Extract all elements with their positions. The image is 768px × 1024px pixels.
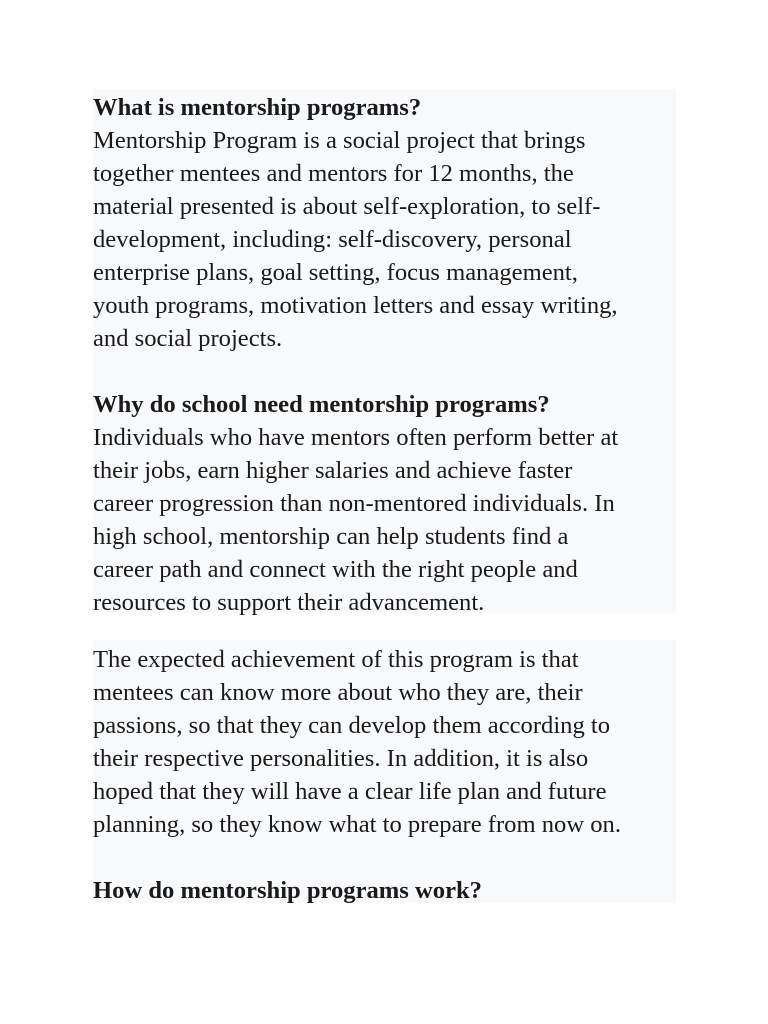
paragraph-line: career path and connect with the right people and: [93, 556, 578, 583]
paragraph-line: youth programs, motivation letters and essay writing,: [93, 292, 618, 319]
text-block-2: [93, 640, 676, 903]
paragraph-line: material presented is about self-exploration, to self-: [93, 193, 601, 220]
paragraph-line: their respective personalities. In addition, it is also: [93, 745, 589, 772]
paragraph-line: career progression than non-mentored individuals. In: [93, 490, 615, 517]
paragraph-line: enterprise plans, goal setting, focus management,: [93, 259, 578, 286]
paragraph-line: Mentorship Program is a social project that brings: [93, 127, 586, 154]
paragraph-line: passions, so that they can develop them according to: [93, 712, 611, 739]
paragraph-line: The expected achievement of this program is that: [93, 646, 579, 673]
paragraph-line: resources to support their advancement.: [93, 589, 485, 616]
heading-why-school-need: Why do school need mentorship programs?: [93, 391, 550, 418]
paragraph-line: Individuals who have mentors often perform better at: [93, 424, 619, 451]
paragraph-line: together mentees and mentors for 12 months, the: [93, 160, 574, 187]
paragraph-line: planning, so they know what to prepare from now on.: [93, 811, 621, 838]
paragraph-line: and social projects.: [93, 325, 283, 352]
paragraph-line: high school, mentorship can help students find a: [93, 523, 569, 550]
heading-how-programs-work: How do mentorship programs work?: [93, 877, 482, 904]
paragraph-gap: [93, 355, 676, 388]
heading-what-is-mentorship: What is mentorship programs?: [93, 94, 422, 121]
paragraph-line: hoped that they will have a clear life plan and future: [93, 778, 607, 805]
paragraph-line: their jobs, earn higher salaries and achieve faster: [93, 457, 573, 484]
text-block-1: [93, 89, 676, 616]
paragraph-gap: [93, 841, 676, 874]
paragraph-line: development, including: self-discovery, personal: [93, 226, 572, 253]
paragraph-line: mentees can know more about who they are, their: [93, 679, 583, 706]
